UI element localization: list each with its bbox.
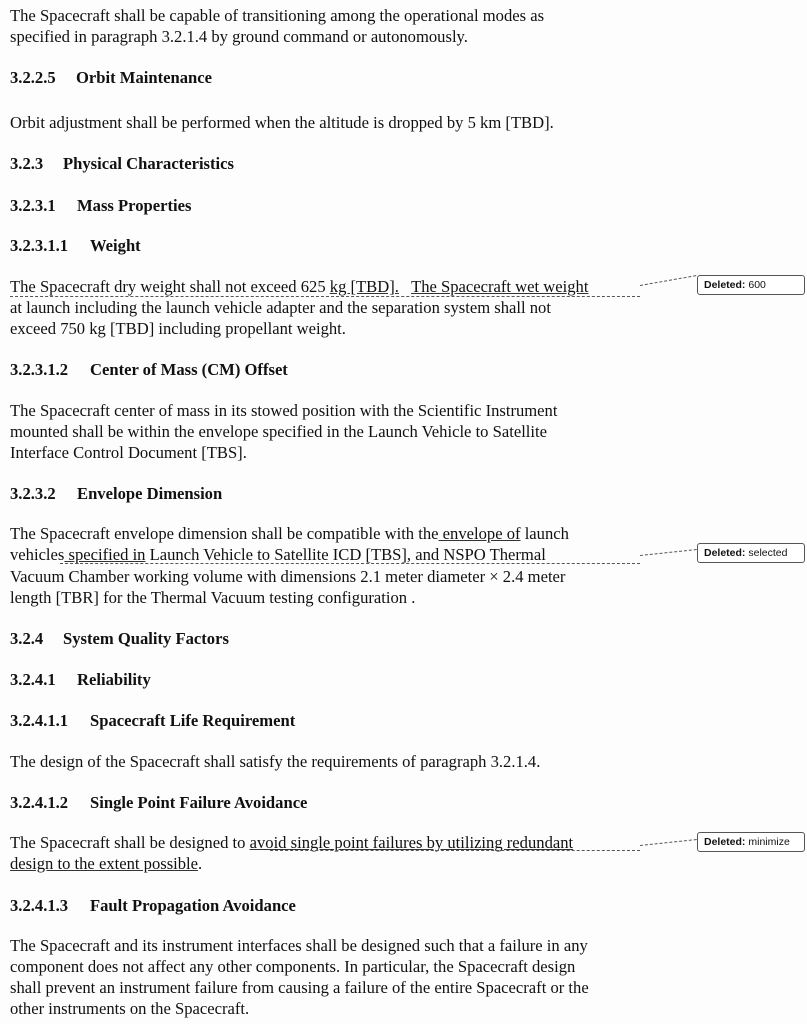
section-number: 3.2.4.1.3 [10, 896, 69, 915]
section-title: Orbit Maintenance [76, 68, 212, 87]
heading-center-of-mass [10, 359, 288, 380]
heading-weight [10, 235, 141, 256]
section-title: Fault Propagation Avoidance [90, 896, 296, 915]
intro-line: The Spacecraft shall be capable of transitioning among the operational modes as [10, 6, 545, 25]
deleted-comment-balloon[interactable] [697, 543, 805, 563]
text-run: launch [520, 524, 569, 543]
section-title: Single Point Failure Avoidance [90, 793, 308, 812]
change-leader-line [640, 549, 697, 556]
paragraph-line: at launch including the launch vehicle adapter and the separation system shall not [10, 298, 551, 317]
section-number: 3.2.4 [10, 629, 44, 648]
paragraph-line: shall prevent an instrument failure from causing a failure of the entire Spacecraft or the [10, 978, 589, 997]
heading-physical-characteristics [10, 153, 234, 174]
inserted-text: envelope of [438, 524, 521, 543]
comment-text: 600 [748, 279, 766, 291]
heading-spacecraft-life [10, 710, 295, 731]
intro-line: specified in paragraph 3.2.1.4 by ground command or autonomously. [10, 27, 468, 46]
text-run: The Spacecraft envelope dimension shall be compatible with the [10, 524, 439, 543]
section-number: 3.2.3 [10, 154, 44, 173]
section-title: Mass Properties [77, 196, 192, 215]
change-leader-line [10, 296, 640, 297]
section-number: 3.2.3.2 [10, 484, 56, 503]
heading-reliability [10, 669, 151, 690]
paragraph-line: Interface Control Document [TBS]. [10, 443, 247, 462]
comment-label: Deleted: [704, 279, 746, 291]
deleted-comment-balloon[interactable] [697, 275, 805, 295]
change-leader-line [60, 563, 640, 564]
inserted-text: avoid [249, 833, 287, 852]
section-title: Spacecraft Life Requirement [90, 711, 296, 730]
paragraph-line: Orbit adjustment shall be performed when the altitude is dropped by 5 km [TBD]. [10, 113, 554, 132]
paragraph-line [10, 523, 569, 544]
section-number: 3.2.3.1.2 [10, 360, 69, 379]
heading-single-point-failure [10, 792, 307, 813]
paragraph-line: component does not affect any other components. In particular, the Spacecraft design [10, 957, 576, 976]
text-run [399, 277, 411, 296]
paragraph-line: length [TBR] for the Thermal Vacuum testing configuration . [10, 588, 416, 607]
section-title: Physical Characteristics [63, 154, 234, 173]
section-number: 3.2.2.5 [10, 68, 56, 87]
paragraph-line [10, 544, 546, 565]
heading-envelope-dimension [10, 483, 222, 504]
inserted-text: single point failures by utilizing redundant [286, 833, 574, 852]
section-number: 3.2.3.1 [10, 196, 56, 215]
paragraph-line: other instruments on the Spacecraft. [10, 999, 250, 1018]
deleted-comment-balloon[interactable] [697, 832, 805, 852]
heading-fault-propagation [10, 895, 296, 916]
paragraph-line: Vacuum Chamber working volume with dimensions 2.1 meter diameter × 2.4 meter [10, 567, 566, 586]
comment-label: Deleted: [704, 547, 746, 559]
paragraph-line: exceed 750 kg [TBD] including propellant weight. [10, 319, 346, 338]
heading-orbit-maintenance [10, 67, 212, 88]
paragraph-line [10, 276, 588, 297]
inserted-text: The Spacecraft wet weight [411, 277, 589, 296]
section-title: Envelope Dimension [77, 484, 223, 503]
inserted-text: specified in [64, 545, 146, 564]
section-title: Center of Mass (CM) Offset [90, 360, 288, 379]
comment-text: minimize [748, 836, 790, 848]
inserted-text: kg [TBD]. [329, 277, 399, 296]
section-number: 3.2.4.1.1 [10, 711, 69, 730]
paragraph-line: The design of the Spacecraft shall satisfy the requirements of paragraph 3.2.1.4. [10, 752, 541, 771]
section-number: 3.2.4.1.2 [10, 793, 69, 812]
paragraph-line [10, 853, 202, 874]
comment-text: selected [748, 547, 788, 559]
paragraph-line: mounted shall be within the envelope specified in the Launch Vehicle to Satellite [10, 422, 547, 441]
section-title: System Quality Factors [63, 629, 229, 648]
section-number: 3.2.4.1 [10, 670, 56, 689]
text-run: Launch Vehicle to Satellite ICD [TBS], and NSPO Thermal [145, 545, 546, 564]
text-run: The Spacecraft shall be designed to [10, 833, 250, 852]
section-number: 3.2.3.1.1 [10, 236, 69, 255]
text-run: vehicles [10, 545, 65, 564]
change-leader-line [640, 275, 696, 286]
paragraph-line: The Spacecraft center of mass in its stowed position with the Scientific Instrument [10, 401, 558, 420]
section-title: Weight [90, 236, 141, 255]
inserted-text: design to the extent possible [10, 854, 199, 873]
text-run: The Spacecraft dry weight shall not exceed 625 [10, 277, 330, 296]
heading-system-quality-factors [10, 628, 229, 649]
text-run: . [198, 854, 203, 873]
change-leader-line [270, 850, 640, 851]
paragraph-line: The Spacecraft and its instrument interfaces shall be designed such that a failure in any [10, 936, 588, 955]
heading-mass-properties [10, 195, 191, 216]
comment-label: Deleted: [704, 836, 746, 848]
section-title: Reliability [77, 670, 151, 689]
change-leader-line [640, 839, 697, 846]
